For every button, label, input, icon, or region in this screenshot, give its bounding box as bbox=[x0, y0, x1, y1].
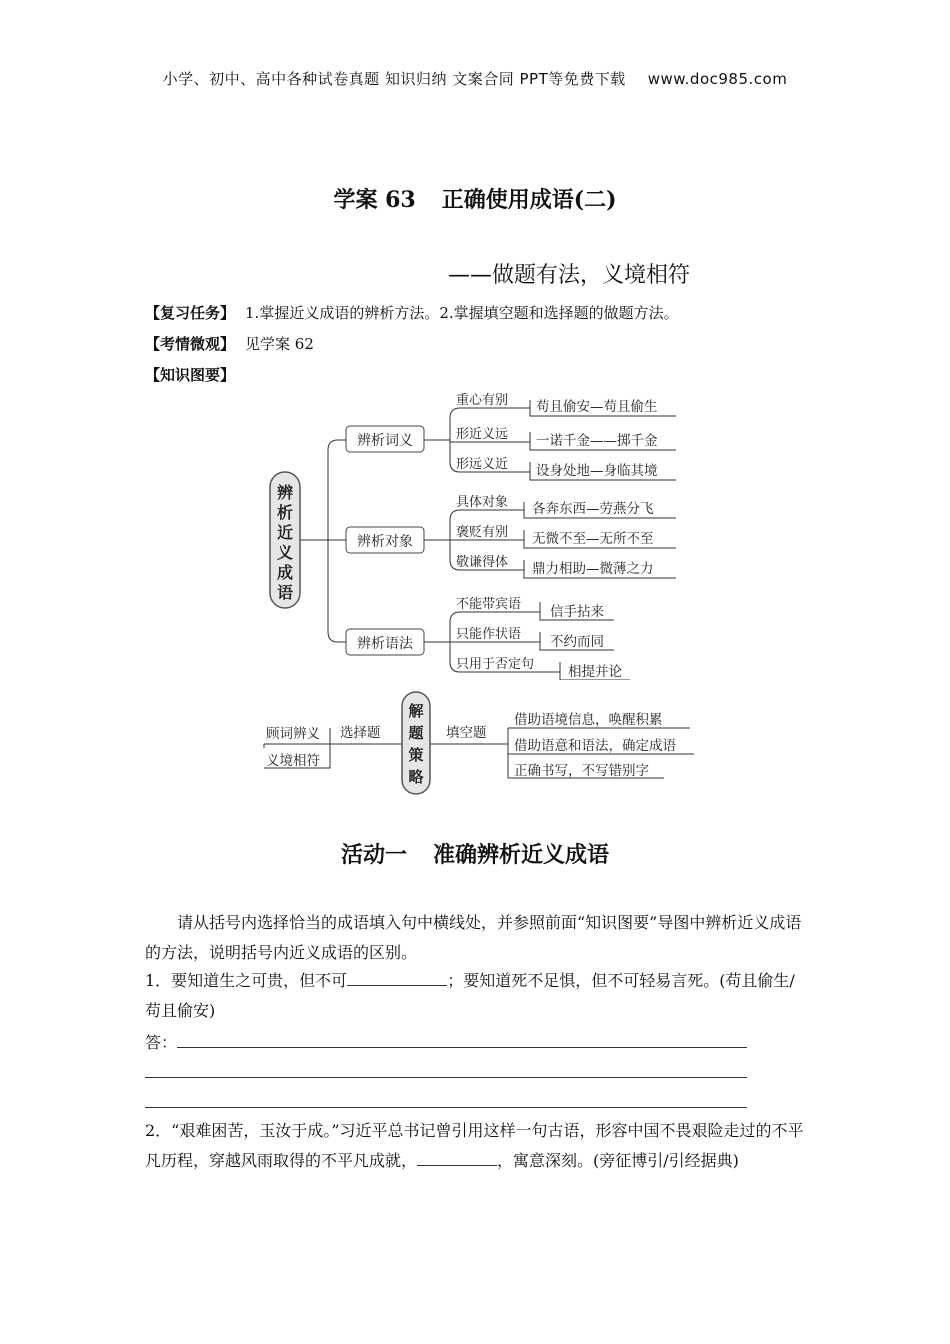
strategy-center-4: 略 bbox=[408, 768, 424, 786]
q2-part2: ，寓意深刻。(旁征博引/引经据典) bbox=[497, 1151, 739, 1170]
strategy-center-3: 策 bbox=[408, 746, 424, 764]
method-2-2: 褒贬有别 bbox=[456, 525, 509, 540]
q1-part2: ；要知道死不足惧，但不可轻易言死。(苟且偷生/苟且偷安) bbox=[145, 971, 795, 1020]
method-2-3: 敬谦得体 bbox=[456, 555, 509, 570]
mindmap-root-1: 辨 bbox=[276, 483, 294, 502]
exam-info bbox=[145, 333, 314, 354]
strategy-center-2: 题 bbox=[408, 724, 424, 742]
method-3-2: 只能作状语 bbox=[456, 627, 522, 642]
example-1-3: 设身处地—身临其境 bbox=[536, 463, 658, 479]
mindmap-root-5: 成 bbox=[276, 563, 294, 582]
page-subtitle: ——做题有法，义境相符 bbox=[448, 263, 691, 288]
review-text: 1.掌握近义成语的辨析方法。2.掌握填空题和选择题的做题方法。 bbox=[245, 304, 679, 322]
branch-3-label: 辨析语法 bbox=[357, 636, 413, 652]
q1-part1: 1．要知道生之可贵，但不可 bbox=[145, 971, 348, 990]
example-1-2: 一诺千金——掷千金 bbox=[536, 433, 658, 449]
knowledge-mindmap bbox=[0, 380, 950, 680]
activity-name: 准确辨析近义成语 bbox=[433, 843, 610, 868]
strategy-right-item-2: 借助语意和语法，确定成语 bbox=[514, 738, 676, 754]
method-1-1: 重心有别 bbox=[456, 393, 509, 408]
example-2-3: 鼎力相助—微薄之力 bbox=[532, 561, 654, 577]
activity-number: 活动一 bbox=[340, 843, 407, 868]
strategy-diagram bbox=[0, 688, 950, 800]
header-site[interactable]: www.doc985.com bbox=[647, 70, 788, 88]
question-2 bbox=[145, 1116, 807, 1176]
example-3-1: 信手拈来 bbox=[550, 604, 604, 620]
header-text: 小学、初中、高中各种试卷真题 知识归纳 文案合同 PPT等免费下载 bbox=[162, 70, 626, 88]
knowledge-label: 【知识图要】 bbox=[145, 366, 236, 384]
title-number: 学案 63 bbox=[333, 187, 416, 213]
mindmap-root-4: 义 bbox=[276, 543, 294, 562]
branch-2-label: 辨析对象 bbox=[357, 534, 413, 550]
mindmap-root-6: 语 bbox=[276, 583, 294, 602]
q1-answer-label: 答： bbox=[145, 1033, 178, 1052]
activity-heading bbox=[0, 838, 950, 869]
q1-blank[interactable] bbox=[347, 971, 447, 986]
mindmap-root-2: 析 bbox=[276, 503, 294, 522]
method-1-2: 形近义远 bbox=[456, 427, 509, 442]
q2-part1: 2．“艰难困苦，玉汝于成。”习近平总书记曾引用这样一句古语，形容中国不畏艰险走过的不平凡历程，穿越风雨取得的不平凡成就， bbox=[145, 1121, 804, 1170]
strategy-right-item-3: 正确书写，不写错别字 bbox=[514, 763, 649, 779]
page-title bbox=[0, 183, 950, 214]
page-header bbox=[0, 68, 950, 89]
strategy-right-item-1: 借助语境信息，唤醒积累 bbox=[514, 712, 663, 728]
example-3-3: 相提并论 bbox=[568, 664, 622, 680]
exam-label: 【考情微观】 bbox=[145, 335, 236, 353]
strategy-right-label: 填空题 bbox=[446, 725, 487, 741]
method-3-1: 不能带宾语 bbox=[456, 597, 522, 612]
strategy-left-item-2: 义境相符 bbox=[266, 753, 320, 769]
branch-1-label: 辨析词义 bbox=[357, 433, 413, 449]
instruction-text: 请从括号内选择恰当的成语填入句中横线处，并参照前面“知识图要”导图中辨析近义成语的方法，说明括号内近义成语的区别。 bbox=[145, 913, 802, 962]
answer-line-2[interactable] bbox=[145, 1077, 747, 1078]
example-3-2: 不约而同 bbox=[550, 634, 604, 650]
method-3-3: 只用于否定句 bbox=[456, 657, 535, 672]
example-2-2: 无微不至—无所不至 bbox=[532, 531, 654, 547]
review-label: 【复习任务】 bbox=[145, 304, 236, 322]
question-1 bbox=[145, 966, 807, 1026]
answer-line-1[interactable] bbox=[177, 1047, 747, 1048]
strategy-center-1: 解 bbox=[408, 702, 424, 720]
q1-answer bbox=[145, 1028, 807, 1058]
method-1-3: 形远义近 bbox=[456, 457, 509, 472]
mindmap-root-3: 近 bbox=[276, 523, 294, 542]
example-1-1: 苟且偷安—苟且偷生 bbox=[536, 399, 658, 415]
exam-text: 见学案 62 bbox=[245, 335, 314, 353]
review-task bbox=[145, 302, 679, 323]
method-2-1: 具体对象 bbox=[456, 495, 509, 510]
example-2-1: 各奔东西—劳燕分飞 bbox=[532, 501, 654, 517]
q2-blank[interactable] bbox=[417, 1151, 497, 1166]
answer-line-3[interactable] bbox=[145, 1107, 747, 1108]
strategy-left-item-1: 顾词辨义 bbox=[266, 726, 320, 742]
title-name: 正确使用成语(二) bbox=[441, 187, 617, 213]
strategy-left-label: 选择题 bbox=[340, 725, 381, 741]
